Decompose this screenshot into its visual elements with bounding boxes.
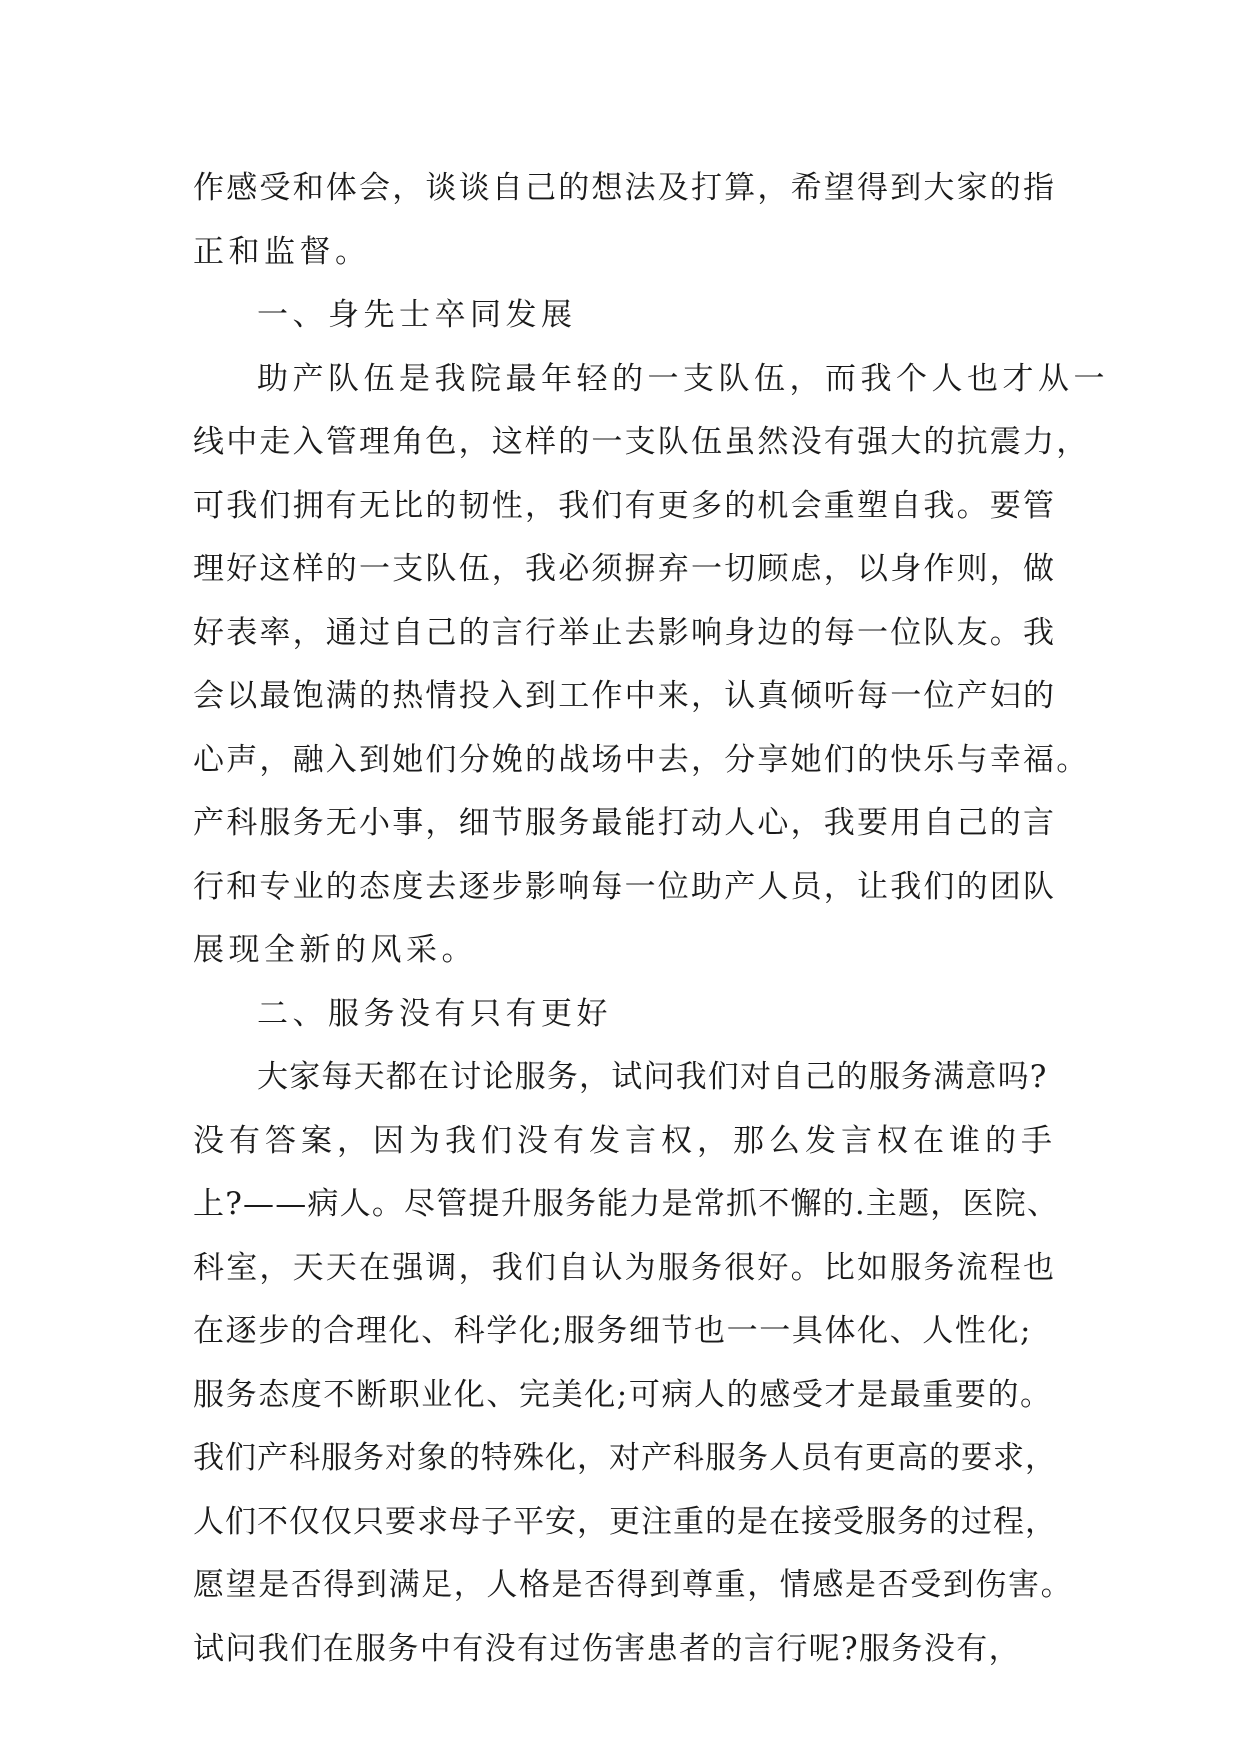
text-line: 会以最饱满的热情投入到工作中来，认真倾听每一位产妇的 <box>193 678 1057 714</box>
text-line: 服务态度不断职业化、完美化;可病人的感受才是最重要的。 <box>193 1376 1053 1413</box>
text-line: 好表率，通过自己的言行举止去影响身边的每一位队友。我 <box>193 614 1057 651</box>
text-line: 我们产科服务对象的特殊化，对产科服务人员有更高的要求， <box>193 1440 1057 1476</box>
document-body <box>193 157 1109 1681</box>
text-line: 在逐步的合理化、科学化;服务细节也一一具体化、人性化; <box>193 1313 1033 1349</box>
text-line: 正和监督。 <box>193 233 371 270</box>
text-line: 上?——病人。尽管提升服务能力是常抓不懈的.主题，医院、 <box>193 1186 1060 1222</box>
text-line: 行和专业的态度去逐步影响每一位助产人员，让我们的团队 <box>193 868 1057 905</box>
text-line: 作感受和体会，谈谈自己的想法及打算，希望得到大家的指 <box>193 170 1057 206</box>
section-heading: 二、服务没有只有更好 <box>257 995 612 1032</box>
text-line: 理好这样的一支队伍，我必须摒弃一切顾虑，以身作则，做 <box>193 551 1057 587</box>
text-line: 产科服务无小事，细节服务最能打动人心，我要用自己的言 <box>193 805 1057 841</box>
text-line: 可我们拥有无比的韧性，我们有更多的机会重塑自我。要管 <box>193 487 1057 524</box>
text-line: 线中走入管理角色，这样的一支队伍虽然没有强大的抗震力， <box>193 424 1090 460</box>
text-line: 心声，融入到她们分娩的战场中去，分享她们的快乐与幸福。 <box>193 741 1090 778</box>
text-line: 试问我们在服务中有没有过伤害患者的言行呢?服务没有， <box>193 1630 1022 1667</box>
text-line: 大家每天都在讨论服务，试问我们对自己的服务满意吗? <box>257 1059 1048 1095</box>
text-line: 没有答案，因为我们没有发言权，那么发言权在谁的手 <box>193 1122 1057 1159</box>
text-line: 愿望是否得到满足，人格是否得到尊重，情感是否受到伤害。 <box>193 1567 1074 1603</box>
text-line: 人们不仅仅只要求母子平安，更注重的是在接受服务的过程， <box>193 1503 1057 1540</box>
text-line: 科室，天天在强调，我们自认为服务很好。比如服务流程也 <box>193 1249 1057 1286</box>
section-heading: 一、身先士卒同发展 <box>257 297 577 333</box>
text-line: 助产队伍是我院最年轻的一支队伍，而我个人也才从一 <box>257 360 1109 397</box>
text-line: 展现全新的风采。 <box>193 932 477 968</box>
